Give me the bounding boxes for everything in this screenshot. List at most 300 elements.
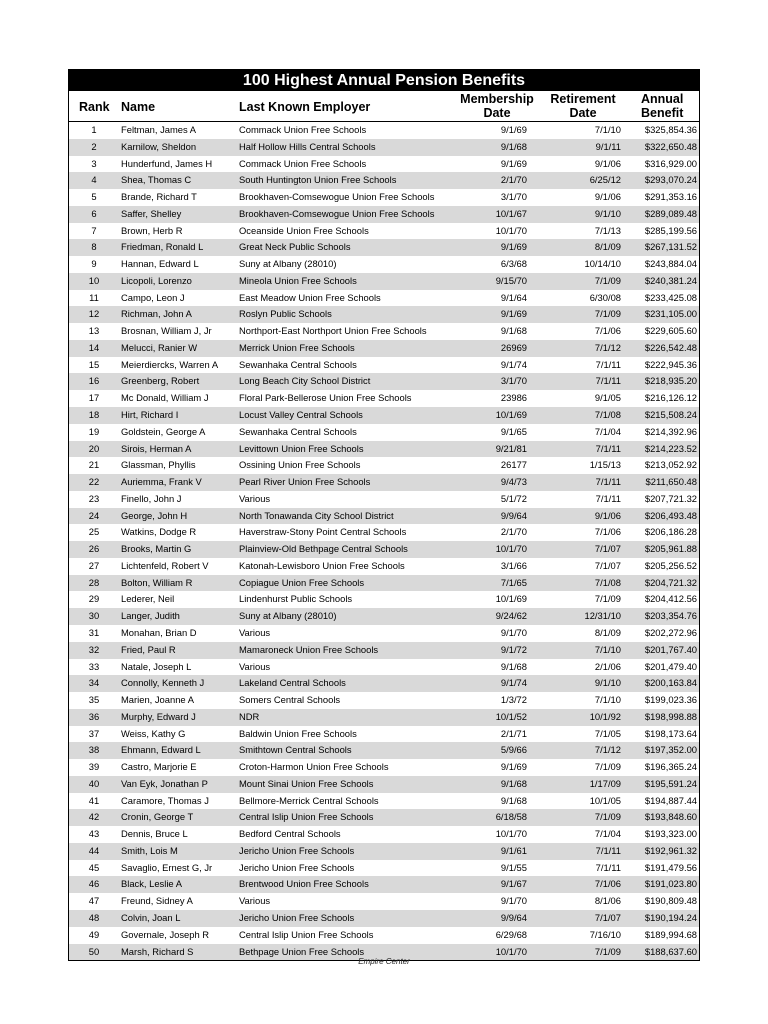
cell-membership-date: 9/24/62 [495,610,527,622]
cell-name: Watkins, Dodge R [121,526,197,538]
cell-name: Auriemma, Frank V [121,476,202,488]
cell-rank: 48 [88,911,100,923]
cell-annual-benefit: $204,412.56 [644,593,697,605]
cell-rank: 35 [88,694,100,706]
cell-retirement-date: 8/1/09 [594,626,621,638]
cell-retirement-date: 7/1/06 [594,526,621,538]
table-row [69,508,699,525]
cell-retirement-date: 7/1/11 [595,492,621,504]
cell-retirement-date: 6/30/08 [589,291,621,303]
table-row [69,172,699,189]
cell-retirement-date: 7/1/11 [595,442,621,454]
cell-annual-benefit: $201,479.40 [644,660,697,672]
cell-membership-date: 9/1/64 [500,291,527,303]
cell-name: Colvin, Joan L [121,911,181,923]
header-employer: Last Known Employer [239,100,371,114]
cell-employer: Sewanhaka Central Schools [239,425,357,437]
cell-retirement-date: 7/1/09 [594,945,621,957]
cell-membership-date: 5/9/66 [500,744,527,756]
cell-annual-benefit: $316,929.00 [644,157,697,169]
cell-annual-benefit: $243,884.04 [644,258,697,270]
cell-name: Black, Leslie A [121,878,182,890]
cell-rank: 43 [88,828,100,840]
cell-employer: Copiague Union Free Schools [239,576,365,588]
cell-retirement-date: 7/1/11 [595,358,621,370]
cell-retirement-date: 7/1/04 [594,425,621,437]
cell-retirement-date: 10/1/92 [589,710,621,722]
cell-employer: Mineola Union Free Schools [239,274,357,286]
cell-membership-date: 2/1/70 [500,526,527,538]
cell-name: Shea, Thomas C [121,174,192,186]
cell-membership-date: 2/1/70 [500,174,527,186]
cell-name: Hirt, Richard I [121,409,179,421]
cell-annual-benefit: $214,392.96 [644,425,697,437]
table-row [69,927,699,944]
cell-annual-benefit: $198,998.88 [644,710,697,722]
cell-membership-date: 9/1/68 [500,325,527,337]
cell-retirement-date: 9/1/06 [594,191,621,203]
cell-employer: Pearl River Union Free Schools [239,476,371,488]
cell-rank: 29 [88,593,100,605]
cell-employer: Long Beach City School District [239,375,371,387]
cell-employer: Jericho Union Free Schools [239,861,355,873]
table-row [69,809,699,826]
cell-annual-benefit: $240,381.24 [644,274,697,286]
cell-retirement-date: 7/1/04 [594,828,621,840]
cell-retirement-date: 2/1/06 [594,660,621,672]
cell-employer: Oceanside Union Free Schools [239,224,369,236]
cell-employer: Various [239,895,271,907]
cell-rank: 7 [91,224,97,236]
table-title: 100 Highest Annual Pension Benefits [69,70,699,91]
cell-membership-date: 9/1/74 [500,677,527,689]
cell-annual-benefit: $233,425.08 [644,291,697,303]
cell-rank: 11 [89,291,99,303]
cell-annual-benefit: $285,199.56 [644,224,697,236]
cell-annual-benefit: $193,848.60 [644,811,697,823]
cell-employer: Brentwood Union Free Schools [239,878,369,890]
cell-membership-date: 10/1/70 [495,945,527,957]
cell-rank: 17 [88,392,100,404]
cell-membership-date: 9/1/72 [500,643,527,655]
cell-name: Connolly, Kenneth J [121,677,205,689]
cell-employer: South Huntington Union Free Schools [239,174,397,186]
cell-rank: 41 [88,794,100,806]
cell-rank: 26 [88,543,100,555]
cell-membership-date: 9/1/70 [500,895,527,907]
cell-employer: East Meadow Union Free Schools [239,291,381,303]
cell-annual-benefit: $325,854.36 [644,124,697,135]
cell-membership-date: 10/1/52 [495,710,527,722]
cell-rank: 19 [88,425,100,437]
cell-name: Melucci, Ranier W [121,341,198,353]
table-row [69,122,699,139]
cell-annual-benefit: $216,126.12 [644,392,697,404]
cell-retirement-date: 7/1/12 [594,341,621,353]
cell-annual-benefit: $322,650.48 [644,140,697,152]
table-row [69,675,699,692]
cell-annual-benefit: $198,173.64 [644,727,697,739]
cell-retirement-date: 8/1/06 [594,895,621,907]
cell-name: Goldstein, George A [121,425,206,437]
cell-annual-benefit: $195,591.24 [644,777,697,789]
cell-annual-benefit: $196,365.24 [644,761,697,773]
cell-retirement-date: 7/1/07 [594,911,621,923]
cell-retirement-date: 9/1/11 [595,140,621,152]
cell-annual-benefit: $231,105.00 [644,308,697,320]
cell-annual-benefit: $229,605.60 [644,325,697,337]
cell-employer: Central Islip Union Free Schools [239,811,374,823]
cell-retirement-date: 7/1/08 [594,409,621,421]
table-row [69,776,699,793]
cell-annual-benefit: $194,887.44 [644,794,697,806]
header-benefit-line2: Benefit [641,106,684,120]
table-row [69,139,699,156]
cell-annual-benefit: $213,052.92 [644,459,697,471]
cell-rank: 2 [91,140,97,152]
cell-name: Brooks, Martin G [121,543,192,555]
cell-annual-benefit: $214,223.52 [644,442,697,454]
cell-retirement-date: 7/1/11 [595,476,621,488]
cell-membership-date: 10/1/69 [495,409,527,421]
cell-annual-benefit: $205,961.88 [644,543,697,555]
table-row [69,591,699,608]
cell-employer: Central Islip Union Free Schools [239,928,374,940]
cell-annual-benefit: $205,256.52 [644,559,697,571]
cell-employer: Commack Union Free Schools [239,124,367,135]
cell-membership-date: 9/15/70 [495,274,527,286]
cell-employer: Floral Park-Bellerose Union Free Schools [239,392,412,404]
table-row [69,642,699,659]
cell-name: Brown, Herb R [121,224,183,236]
cell-rank: 37 [88,727,100,739]
cell-annual-benefit: $293,070.24 [644,174,697,186]
cell-employer: Merrick Union Free Schools [239,341,355,353]
cell-employer: Mount Sinai Union Free Schools [239,777,374,789]
table-row [69,524,699,541]
header-retirement-date [543,92,623,120]
cell-membership-date: 26177 [500,459,527,471]
cell-name: Greenberg, Robert [121,375,200,387]
cell-retirement-date: 7/1/10 [594,643,621,655]
table-row [69,357,699,374]
cell-membership-date: 9/1/69 [500,308,527,320]
cell-membership-date: 26969 [500,341,527,353]
cell-rank: 6 [91,207,97,219]
cell-name: Weiss, Kathy G [121,727,186,739]
cell-annual-benefit: $191,479.56 [644,861,697,873]
cell-employer: Great Neck Public Schools [239,241,351,253]
cell-rank: 8 [91,241,97,253]
table-row [69,474,699,491]
cell-employer: Various [239,626,271,638]
cell-employer: Commack Union Free Schools [239,157,367,169]
cell-rank: 49 [88,928,100,940]
cell-membership-date: 9/1/69 [500,241,527,253]
cell-retirement-date: 1/15/13 [589,459,621,471]
table-row [69,306,699,323]
cell-employer: Brookhaven-Comsewogue Union Free Schools [239,207,435,219]
cell-membership-date: 9/21/81 [495,442,527,454]
cell-membership-date: 9/1/67 [500,878,527,890]
cell-employer: NDR [239,710,260,722]
header-retirement-line2: Date [569,106,597,120]
header-benefit-line1: Annual [641,92,684,106]
cell-annual-benefit: $202,272.96 [644,626,697,638]
cell-rank: 28 [88,576,100,588]
header-row [69,91,699,122]
cell-annual-benefit: $218,935.20 [644,375,697,387]
cell-name: Meierdiercks, Warren A [121,358,219,370]
cell-employer: Levittown Union Free Schools [239,442,364,454]
table-row [69,273,699,290]
cell-annual-benefit: $189,994.68 [644,928,697,940]
cell-membership-date: 9/1/68 [500,777,527,789]
cell-rank: 45 [88,861,100,873]
cell-rank: 3 [91,157,97,169]
cell-name: Brosnan, William J, Jr [121,325,212,337]
table-row [69,860,699,877]
cell-rank: 16 [88,375,100,387]
cell-name: Mc Donald, William J [121,392,209,404]
cell-employer: Baldwin Union Free Schools [239,727,357,739]
header-rank: Rank [79,100,110,114]
cell-rank: 20 [88,442,100,454]
table-row [69,441,699,458]
cell-membership-date: 9/1/65 [500,425,527,437]
header-membership-line2: Date [483,106,511,120]
cell-employer: Bedford Central Schools [239,828,341,840]
cell-annual-benefit: $206,186.28 [644,526,697,538]
cell-name: Castro, Marjorie E [121,761,197,773]
cell-retirement-date: 1/17/09 [589,777,621,789]
cell-name: Hannan, Edward L [121,258,199,270]
cell-employer: Locust Valley Central Schools [239,409,363,421]
cell-membership-date: 10/1/67 [495,207,527,219]
cell-rank: 23 [88,492,100,504]
cell-name: Feltman, James A [121,124,197,135]
cell-employer: Smithtown Central Schools [239,744,352,756]
cell-membership-date: 2/1/71 [500,727,527,739]
cell-rank: 44 [88,844,100,856]
cell-name: Freund, Sidney A [121,895,193,907]
cell-employer: Bethpage Union Free Schools [239,945,365,957]
table-row [69,910,699,927]
cell-membership-date: 9/1/70 [500,626,527,638]
cell-rank: 9 [91,258,97,270]
cell-retirement-date: 7/1/10 [594,694,621,706]
cell-rank: 39 [88,761,100,773]
cell-membership-date: 9/1/68 [500,140,527,152]
pension-table [68,69,700,961]
cell-name: Fried, Paul R [121,643,176,655]
table-row [69,893,699,910]
cell-employer: Haverstraw-Stony Point Central Schools [239,526,407,538]
cell-name: Langer, Judith [121,610,180,622]
cell-retirement-date: 7/1/05 [594,727,621,739]
cell-membership-date: 10/1/70 [495,828,527,840]
table-row [69,558,699,575]
cell-name: Glassman, Phyllis [121,459,196,471]
cell-annual-benefit: $200,163.84 [644,677,697,689]
cell-retirement-date: 10/14/10 [584,258,621,270]
cell-employer: Roslyn Public Schools [239,308,332,320]
cell-employer: Half Hollow Hills Central Schools [239,140,376,152]
cell-retirement-date: 7/1/06 [594,325,621,337]
cell-membership-date: 5/1/72 [500,492,527,504]
cell-employer: Somers Central Schools [239,694,341,706]
cell-name: Dennis, Bruce L [121,828,188,840]
cell-name: Bolton, William R [121,576,193,588]
cell-employer: Ossining Union Free Schools [239,459,361,471]
cell-name: George, John H [121,509,188,521]
cell-retirement-date: 8/1/09 [594,241,621,253]
header-retirement-line1: Retirement [550,92,616,106]
cell-name: Friedman, Ronald L [121,241,204,253]
cell-name: Marsh, Richard S [121,945,194,957]
cell-annual-benefit: $289,089.48 [644,207,697,219]
cell-name: Sirois, Herman A [121,442,192,454]
cell-retirement-date: 7/1/07 [594,543,621,555]
table-row [69,692,699,709]
table-row [69,256,699,273]
cell-name: Licopoli, Lorenzo [121,274,192,286]
cell-membership-date: 3/1/70 [500,375,527,387]
cell-rank: 32 [88,643,100,655]
cell-annual-benefit: $197,352.00 [644,744,697,756]
cell-annual-benefit: $190,194.24 [644,911,697,923]
cell-name: Van Eyk, Jonathan P [121,777,208,789]
cell-name: Marien, Joanne A [121,694,194,706]
table-row [69,223,699,240]
table-row [69,323,699,340]
cell-employer: Katonah-Lewisboro Union Free Schools [239,559,405,571]
table-row [69,726,699,743]
cell-rank: 46 [88,878,100,890]
cell-membership-date: 9/1/68 [500,794,527,806]
cell-annual-benefit: $188,637.60 [644,945,697,957]
table-body [69,122,699,960]
cell-retirement-date: 9/1/05 [594,392,621,404]
table-row [69,206,699,223]
cell-name: Richman, John A [121,308,192,320]
cell-annual-benefit: $222,945.36 [644,358,697,370]
cell-rank: 34 [88,677,100,689]
header-name: Name [121,100,156,114]
cell-rank: 31 [88,626,100,638]
cell-employer: Lindenhurst Public Schools [239,593,353,605]
cell-name: Karnilow, Sheldon [121,140,197,152]
cell-employer: North Tonawanda City School District [239,509,394,521]
table-row [69,608,699,625]
cell-name: Saffer, Shelley [121,207,182,219]
cell-employer: Bellmore-Merrick Central Schools [239,794,379,806]
cell-annual-benefit: $211,650.48 [645,476,697,488]
cell-membership-date: 9/1/69 [500,157,527,169]
cell-name: Finello, John J [121,492,182,504]
cell-annual-benefit: $215,508.24 [644,409,697,421]
cell-name: Hunderfund, James H [121,157,213,169]
cell-rank: 47 [88,895,100,907]
cell-annual-benefit: $203,354.76 [644,610,697,622]
table-row [69,625,699,642]
cell-retirement-date: 7/1/11 [595,844,621,856]
cell-name: Ehmann, Edward L [121,744,201,756]
cell-name: Cronin, George T [121,811,194,823]
cell-annual-benefit: $201,767.40 [644,643,697,655]
cell-retirement-date: 9/1/06 [594,157,621,169]
cell-retirement-date: 7/1/09 [594,308,621,320]
cell-rank: 42 [88,811,100,823]
table-row [69,793,699,810]
header-membership-line1: Membership [460,92,534,106]
cell-membership-date: 10/1/70 [495,543,527,555]
cell-name: Campo, Leon J [121,291,185,303]
table-row [69,843,699,860]
footer-source: Empire Center [358,957,410,966]
cell-rank: 21 [88,459,100,471]
cell-membership-date: 9/1/69 [500,761,527,773]
cell-employer: Jericho Union Free Schools [239,911,355,923]
cell-rank: 5 [91,191,97,203]
cell-employer: Suny at Albany (28010) [239,258,337,270]
cell-retirement-date: 9/1/10 [594,677,621,689]
cell-employer: Croton-Harmon Union Free Schools [239,761,389,773]
cell-membership-date: 9/1/61 [500,844,527,856]
table-row [69,290,699,307]
cell-employer: Plainview-Old Bethpage Central Schools [239,543,408,555]
table-row [69,575,699,592]
cell-rank: 1 [91,124,97,135]
table-row [69,759,699,776]
cell-retirement-date: 7/1/12 [594,744,621,756]
cell-name: Murphy, Edward J [121,710,196,722]
table-row [69,709,699,726]
cell-membership-date: 9/1/69 [500,124,527,135]
cell-membership-date: 1/3/72 [500,694,527,706]
cell-retirement-date: 7/1/09 [594,811,621,823]
cell-rank: 14 [88,341,100,353]
cell-rank: 18 [88,409,100,421]
cell-membership-date: 23986 [500,392,527,404]
table-row [69,491,699,508]
table-row [69,239,699,256]
table-row [69,659,699,676]
cell-name: Governale, Joseph R [121,928,210,940]
cell-membership-date: 10/1/69 [495,593,527,605]
cell-membership-date: 9/1/55 [500,861,527,873]
cell-employer: Lakeland Central Schools [239,677,346,689]
cell-rank: 24 [88,509,100,521]
cell-membership-date: 7/1/65 [500,576,527,588]
cell-retirement-date: 7/1/08 [594,576,621,588]
cell-annual-benefit: $191,023.80 [644,878,697,890]
cell-retirement-date: 10/1/05 [589,794,621,806]
cell-retirement-date: 7/16/10 [589,928,621,940]
cell-membership-date: 6/29/68 [495,928,527,940]
cell-rank: 38 [88,744,100,756]
cell-membership-date: 3/1/70 [500,191,527,203]
cell-employer: Northport-East Northport Union Free Schools [239,325,427,337]
cell-name: Smith, Lois M [121,844,178,856]
cell-membership-date: 9/1/68 [500,660,527,672]
cell-name: Savaglio, Ernest G, Jr [121,861,213,873]
cell-retirement-date: 7/1/09 [594,761,621,773]
cell-rank: 36 [88,710,100,722]
cell-name: Lederer, Neil [121,593,175,605]
header-annual-benefit [627,92,697,120]
table-row [69,340,699,357]
